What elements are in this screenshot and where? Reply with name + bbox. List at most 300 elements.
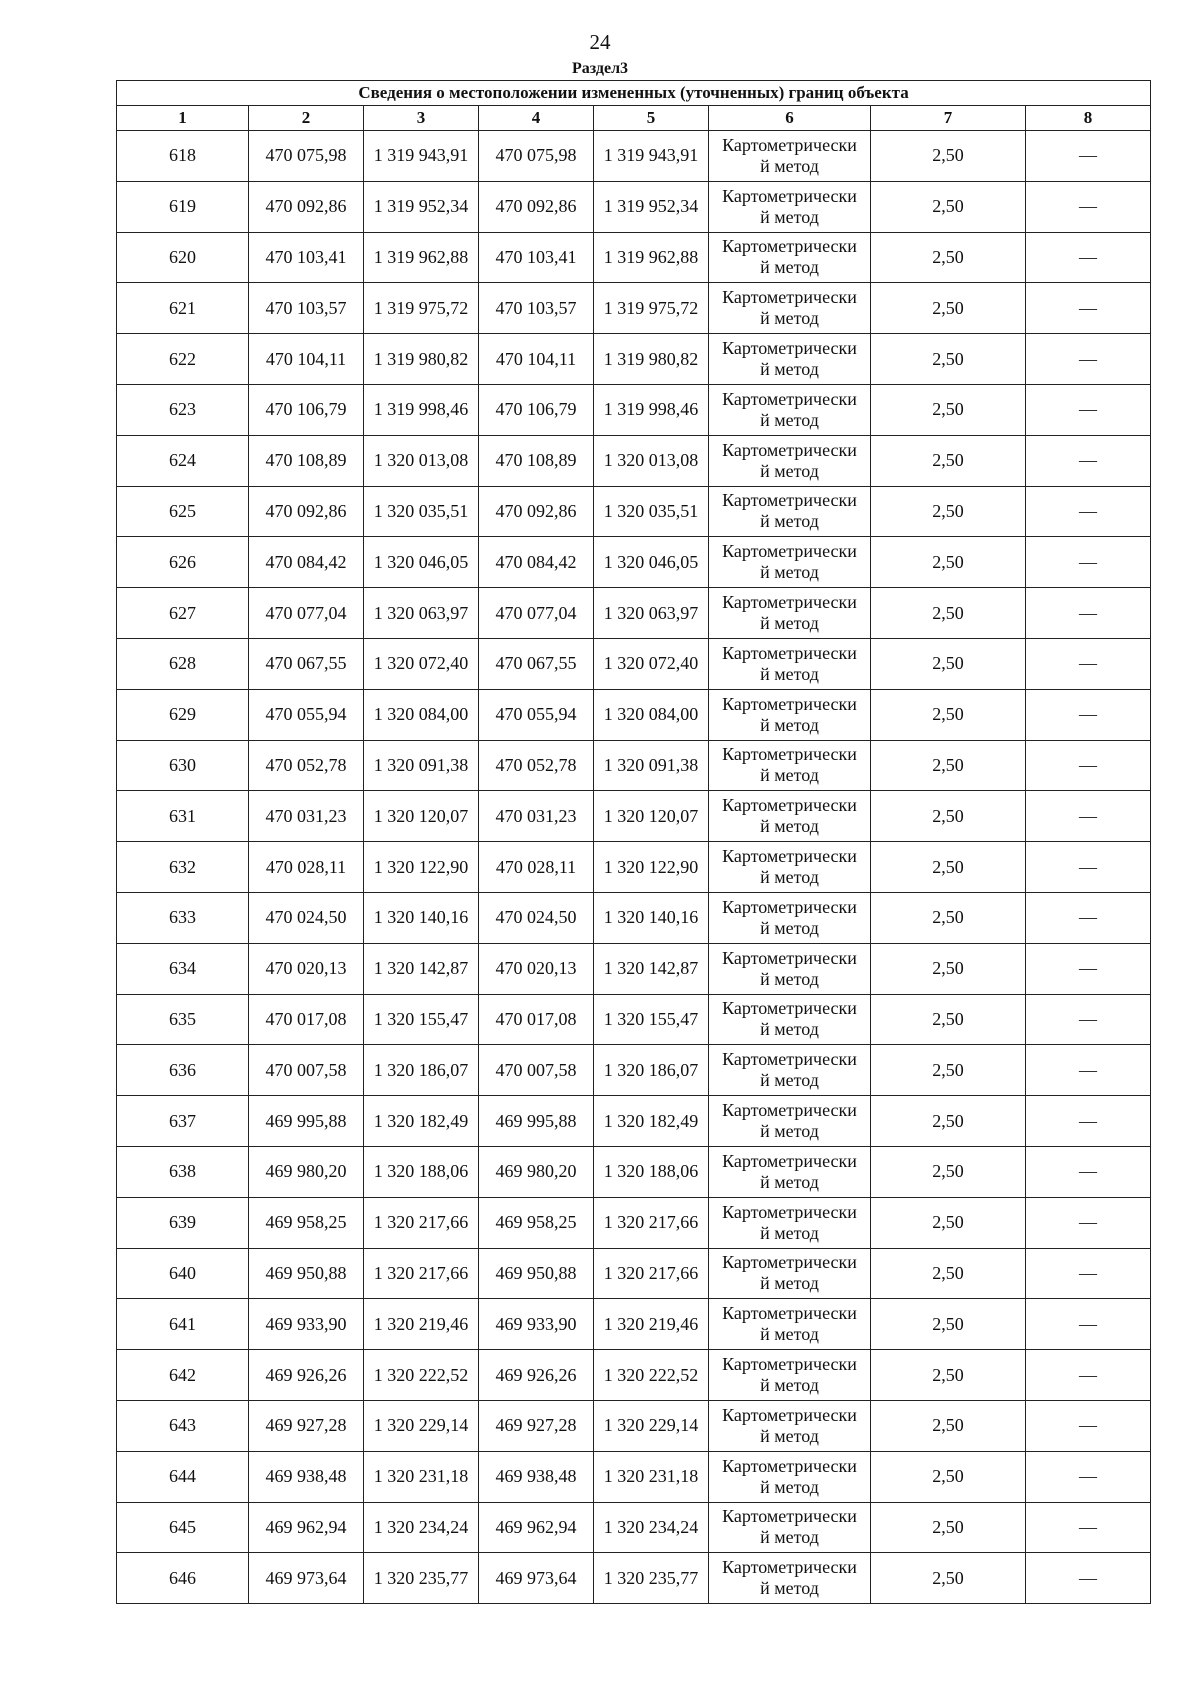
method-text-line: й метод — [760, 714, 819, 735]
method-text-line: й метод — [760, 308, 819, 329]
accuracy-cell: 2,50 — [871, 1299, 1026, 1350]
method-text-line: й метод — [760, 409, 819, 430]
description-cell: — — [1026, 994, 1151, 1045]
accuracy-cell: 2,50 — [871, 1502, 1026, 1553]
method-text-line: й метод — [760, 1070, 819, 1091]
method-cell — [709, 435, 871, 486]
y-new-cell: 1 320 035,51 — [594, 486, 709, 537]
method-text-line: й метод — [760, 867, 819, 888]
method-cell — [709, 1400, 871, 1451]
method-cell — [709, 1350, 871, 1401]
method-cell — [709, 740, 871, 791]
x-new-cell: 470 007,58 — [479, 1045, 594, 1096]
table-row — [117, 1146, 1151, 1197]
x-new-cell: 470 106,79 — [479, 384, 594, 435]
point-number-cell: 631 — [117, 791, 249, 842]
accuracy-cell: 2,50 — [871, 181, 1026, 232]
x-new-cell: 469 927,28 — [479, 1400, 594, 1451]
method-cell — [709, 1197, 871, 1248]
point-number-cell: 636 — [117, 1045, 249, 1096]
y-new-cell: 1 320 217,66 — [594, 1248, 709, 1299]
x-old-cell: 470 104,11 — [249, 334, 364, 385]
method-text-line: Картометрически — [722, 287, 857, 308]
y-old-cell: 1 320 013,08 — [364, 435, 479, 486]
method-text-line: Картометрически — [722, 236, 857, 257]
method-text-line: Картометрически — [722, 490, 857, 511]
method-text-line: Картометрически — [722, 744, 857, 765]
method-cell — [709, 1299, 871, 1350]
x-new-cell: 470 108,89 — [479, 435, 594, 486]
method-text-line: й метод — [760, 1375, 819, 1396]
method-text-line: й метод — [760, 511, 819, 532]
method-text-line: й метод — [760, 1527, 819, 1548]
x-new-cell: 470 075,98 — [479, 131, 594, 182]
method-text-line: Картометрически — [722, 439, 857, 460]
y-old-cell: 1 320 063,97 — [364, 588, 479, 639]
x-old-cell: 469 950,88 — [249, 1248, 364, 1299]
description-cell: — — [1026, 1197, 1151, 1248]
method-text-line: й метод — [760, 1121, 819, 1142]
description-cell: — — [1026, 181, 1151, 232]
description-cell: — — [1026, 131, 1151, 182]
point-number-cell: 642 — [117, 1350, 249, 1401]
method-text-line: й метод — [760, 1476, 819, 1497]
method-text-line: Картометрически — [722, 1354, 857, 1375]
table-row — [117, 1350, 1151, 1401]
description-cell: — — [1026, 537, 1151, 588]
y-old-cell: 1 320 182,49 — [364, 1096, 479, 1147]
method-cell — [709, 943, 871, 994]
method-cell — [709, 181, 871, 232]
x-old-cell: 469 933,90 — [249, 1299, 364, 1350]
accuracy-cell: 2,50 — [871, 1350, 1026, 1401]
method-text-line: й метод — [760, 1222, 819, 1243]
x-new-cell: 470 104,11 — [479, 334, 594, 385]
accuracy-cell: 2,50 — [871, 537, 1026, 588]
x-old-cell: 470 103,41 — [249, 232, 364, 283]
description-cell: — — [1026, 1553, 1151, 1604]
x-new-cell: 470 020,13 — [479, 943, 594, 994]
point-number-cell: 641 — [117, 1299, 249, 1350]
point-number-cell: 637 — [117, 1096, 249, 1147]
accuracy-cell: 2,50 — [871, 283, 1026, 334]
point-number-cell: 629 — [117, 689, 249, 740]
table-row — [117, 1400, 1151, 1451]
method-text-line: Картометрически — [722, 1150, 857, 1171]
method-text-line: Картометрически — [722, 1100, 857, 1121]
x-new-cell: 469 938,48 — [479, 1451, 594, 1502]
description-cell: — — [1026, 1451, 1151, 1502]
y-new-cell: 1 320 231,18 — [594, 1451, 709, 1502]
y-new-cell: 1 320 182,49 — [594, 1096, 709, 1147]
method-text-line: й метод — [760, 257, 819, 278]
x-new-cell: 470 028,11 — [479, 842, 594, 893]
method-cell — [709, 892, 871, 943]
accuracy-cell: 2,50 — [871, 638, 1026, 689]
y-old-cell: 1 320 217,66 — [364, 1248, 479, 1299]
point-number-cell: 624 — [117, 435, 249, 486]
method-text-line: й метод — [760, 613, 819, 634]
x-old-cell: 470 055,94 — [249, 689, 364, 740]
method-text-line: Картометрически — [722, 998, 857, 1019]
accuracy-cell: 2,50 — [871, 435, 1026, 486]
x-old-cell: 470 067,55 — [249, 638, 364, 689]
description-cell: — — [1026, 232, 1151, 283]
description-cell: — — [1026, 1299, 1151, 1350]
method-cell — [709, 384, 871, 435]
method-cell — [709, 689, 871, 740]
point-number-cell: 630 — [117, 740, 249, 791]
x-old-cell: 470 024,50 — [249, 892, 364, 943]
y-old-cell: 1 320 035,51 — [364, 486, 479, 537]
y-new-cell: 1 319 943,91 — [594, 131, 709, 182]
table-row — [117, 232, 1151, 283]
table-row — [117, 740, 1151, 791]
table-row — [117, 842, 1151, 893]
method-text-line: Картометрически — [722, 592, 857, 613]
y-old-cell: 1 320 186,07 — [364, 1045, 479, 1096]
x-new-cell: 469 973,64 — [479, 1553, 594, 1604]
method-text-line: й метод — [760, 562, 819, 583]
method-cell — [709, 1502, 871, 1553]
column-number-1: 1 — [117, 106, 249, 131]
description-cell: — — [1026, 740, 1151, 791]
y-old-cell: 1 320 229,14 — [364, 1400, 479, 1451]
method-text-line: Картометрически — [722, 846, 857, 867]
x-old-cell: 470 077,04 — [249, 588, 364, 639]
method-text-line: Картометрически — [722, 1506, 857, 1527]
y-new-cell: 1 320 063,97 — [594, 588, 709, 639]
y-new-cell: 1 320 222,52 — [594, 1350, 709, 1401]
accuracy-cell: 2,50 — [871, 1096, 1026, 1147]
method-text-line: й метод — [760, 663, 819, 684]
table-row — [117, 181, 1151, 232]
accuracy-cell: 2,50 — [871, 1400, 1026, 1451]
x-new-cell: 469 958,25 — [479, 1197, 594, 1248]
y-new-cell: 1 320 072,40 — [594, 638, 709, 689]
point-number-cell: 639 — [117, 1197, 249, 1248]
table-row — [117, 1248, 1151, 1299]
y-old-cell: 1 320 234,24 — [364, 1502, 479, 1553]
point-number-cell: 638 — [117, 1146, 249, 1197]
y-old-cell: 1 320 140,16 — [364, 892, 479, 943]
point-number-cell: 646 — [117, 1553, 249, 1604]
method-cell — [709, 994, 871, 1045]
x-old-cell: 470 020,13 — [249, 943, 364, 994]
method-text-line: Картометрически — [722, 338, 857, 359]
y-old-cell: 1 320 219,46 — [364, 1299, 479, 1350]
table-row — [117, 1299, 1151, 1350]
method-text-line: й метод — [760, 359, 819, 380]
table-row — [117, 1045, 1151, 1096]
y-new-cell: 1 320 046,05 — [594, 537, 709, 588]
y-new-cell: 1 320 140,16 — [594, 892, 709, 943]
description-cell: — — [1026, 486, 1151, 537]
y-old-cell: 1 320 231,18 — [364, 1451, 479, 1502]
table-row — [117, 435, 1151, 486]
description-cell: — — [1026, 283, 1151, 334]
point-number-cell: 625 — [117, 486, 249, 537]
section-title: Раздел3 — [571, 60, 629, 77]
column-number-5: 5 — [594, 106, 709, 131]
y-new-cell: 1 320 235,77 — [594, 1553, 709, 1604]
y-new-cell: 1 320 142,87 — [594, 943, 709, 994]
accuracy-cell: 2,50 — [871, 1451, 1026, 1502]
x-new-cell: 470 092,86 — [479, 181, 594, 232]
y-old-cell: 1 319 980,82 — [364, 334, 479, 385]
y-old-cell: 1 320 120,07 — [364, 791, 479, 842]
method-text-line: й метод — [760, 206, 819, 227]
y-new-cell: 1 319 962,88 — [594, 232, 709, 283]
x-old-cell: 469 926,26 — [249, 1350, 364, 1401]
description-cell: — — [1026, 1400, 1151, 1451]
description-cell: — — [1026, 1096, 1151, 1147]
accuracy-cell: 2,50 — [871, 1553, 1026, 1604]
method-cell — [709, 1096, 871, 1147]
method-text-line: й метод — [760, 1578, 819, 1599]
x-old-cell: 470 052,78 — [249, 740, 364, 791]
column-number-2: 2 — [249, 106, 364, 131]
method-text-line: Картометрически — [722, 795, 857, 816]
method-text-line: й метод — [760, 1273, 819, 1294]
method-cell — [709, 1146, 871, 1197]
table-row — [117, 1197, 1151, 1248]
method-text-line: й метод — [760, 1425, 819, 1446]
x-new-cell: 470 031,23 — [479, 791, 594, 842]
accuracy-cell: 2,50 — [871, 842, 1026, 893]
y-new-cell: 1 320 234,24 — [594, 1502, 709, 1553]
table-row — [117, 1502, 1151, 1553]
x-new-cell: 469 980,20 — [479, 1146, 594, 1197]
description-cell: — — [1026, 384, 1151, 435]
method-cell — [709, 486, 871, 537]
method-text-line: Картометрически — [722, 388, 857, 409]
accuracy-cell: 2,50 — [871, 791, 1026, 842]
description-cell: — — [1026, 435, 1151, 486]
column-number-6: 6 — [709, 106, 871, 131]
accuracy-cell: 2,50 — [871, 1045, 1026, 1096]
table-row — [117, 537, 1151, 588]
table-row — [117, 1451, 1151, 1502]
y-old-cell: 1 320 122,90 — [364, 842, 479, 893]
y-old-cell: 1 320 072,40 — [364, 638, 479, 689]
point-number-cell: 633 — [117, 892, 249, 943]
point-number-cell: 619 — [117, 181, 249, 232]
x-new-cell: 469 995,88 — [479, 1096, 594, 1147]
point-number-cell: 644 — [117, 1451, 249, 1502]
method-text-line: Картометрически — [722, 1303, 857, 1324]
table-caption: Сведения о местоположении измененных (уточненных) границ объекта — [117, 81, 1151, 106]
method-text-line: Картометрически — [722, 693, 857, 714]
x-new-cell: 470 055,94 — [479, 689, 594, 740]
x-new-cell: 470 103,41 — [479, 232, 594, 283]
table-row — [117, 1096, 1151, 1147]
table-row — [117, 384, 1151, 435]
y-new-cell: 1 319 998,46 — [594, 384, 709, 435]
point-number-cell: 640 — [117, 1248, 249, 1299]
column-number-3: 3 — [364, 106, 479, 131]
description-cell: — — [1026, 689, 1151, 740]
x-old-cell: 469 938,48 — [249, 1451, 364, 1502]
y-old-cell: 1 320 091,38 — [364, 740, 479, 791]
accuracy-cell: 2,50 — [871, 689, 1026, 740]
method-cell — [709, 791, 871, 842]
method-cell — [709, 131, 871, 182]
method-text-line: Картометрически — [722, 134, 857, 155]
description-cell: — — [1026, 334, 1151, 385]
method-text-line: й метод — [760, 816, 819, 837]
x-new-cell: 470 067,55 — [479, 638, 594, 689]
point-number-cell: 627 — [117, 588, 249, 639]
description-cell: — — [1026, 892, 1151, 943]
point-number-cell: 632 — [117, 842, 249, 893]
accuracy-cell: 2,50 — [871, 486, 1026, 537]
table-row — [117, 588, 1151, 639]
description-cell: — — [1026, 1248, 1151, 1299]
table-row — [117, 994, 1151, 1045]
point-number-cell: 643 — [117, 1400, 249, 1451]
y-old-cell: 1 319 952,34 — [364, 181, 479, 232]
y-old-cell: 1 320 235,77 — [364, 1553, 479, 1604]
x-old-cell: 470 092,86 — [249, 486, 364, 537]
method-text-line: й метод — [760, 968, 819, 989]
x-old-cell: 470 031,23 — [249, 791, 364, 842]
y-old-cell: 1 320 155,47 — [364, 994, 479, 1045]
y-new-cell: 1 319 980,82 — [594, 334, 709, 385]
x-old-cell: 469 973,64 — [249, 1553, 364, 1604]
point-number-cell: 618 — [117, 131, 249, 182]
point-number-cell: 622 — [117, 334, 249, 385]
column-number-7: 7 — [871, 106, 1026, 131]
table-row — [117, 638, 1151, 689]
y-new-cell: 1 320 188,06 — [594, 1146, 709, 1197]
method-text-line: Картометрически — [722, 541, 857, 562]
description-cell: — — [1026, 1350, 1151, 1401]
x-old-cell: 469 995,88 — [249, 1096, 364, 1147]
accuracy-cell: 2,50 — [871, 994, 1026, 1045]
description-cell: — — [1026, 1146, 1151, 1197]
description-cell: — — [1026, 842, 1151, 893]
x-old-cell: 470 028,11 — [249, 842, 364, 893]
y-new-cell: 1 320 219,46 — [594, 1299, 709, 1350]
accuracy-cell: 2,50 — [871, 588, 1026, 639]
page-number: 24 — [589, 30, 611, 54]
table-row — [117, 943, 1151, 994]
x-old-cell: 470 108,89 — [249, 435, 364, 486]
y-new-cell: 1 320 091,38 — [594, 740, 709, 791]
y-old-cell: 1 320 084,00 — [364, 689, 479, 740]
method-cell — [709, 1248, 871, 1299]
coordinates-table — [116, 80, 1151, 1604]
method-text-line: Картометрически — [722, 1201, 857, 1222]
column-number-row — [117, 106, 1151, 131]
accuracy-cell: 2,50 — [871, 334, 1026, 385]
method-cell — [709, 334, 871, 385]
method-cell — [709, 1045, 871, 1096]
method-text-line: й метод — [760, 460, 819, 481]
y-old-cell: 1 320 188,06 — [364, 1146, 479, 1197]
y-new-cell: 1 320 229,14 — [594, 1400, 709, 1451]
x-new-cell: 470 084,42 — [479, 537, 594, 588]
method-cell — [709, 842, 871, 893]
x-new-cell: 470 052,78 — [479, 740, 594, 791]
accuracy-cell: 2,50 — [871, 892, 1026, 943]
y-old-cell: 1 320 217,66 — [364, 1197, 479, 1248]
point-number-cell: 645 — [117, 1502, 249, 1553]
x-new-cell: 469 950,88 — [479, 1248, 594, 1299]
x-old-cell: 470 092,86 — [249, 181, 364, 232]
description-cell: — — [1026, 588, 1151, 639]
x-old-cell: 469 958,25 — [249, 1197, 364, 1248]
y-old-cell: 1 320 046,05 — [364, 537, 479, 588]
method-text-line: Картометрически — [722, 1557, 857, 1578]
x-old-cell: 470 106,79 — [249, 384, 364, 435]
x-new-cell: 470 024,50 — [479, 892, 594, 943]
y-new-cell: 1 320 084,00 — [594, 689, 709, 740]
x-new-cell: 470 103,57 — [479, 283, 594, 334]
method-text-line: Картометрически — [722, 1252, 857, 1273]
y-new-cell: 1 320 013,08 — [594, 435, 709, 486]
method-text-line: Картометрически — [722, 1404, 857, 1425]
method-text-line: Картометрически — [722, 185, 857, 206]
y-old-cell: 1 320 222,52 — [364, 1350, 479, 1401]
method-cell — [709, 283, 871, 334]
point-number-cell: 635 — [117, 994, 249, 1045]
accuracy-cell: 2,50 — [871, 131, 1026, 182]
method-cell — [709, 232, 871, 283]
method-text-line: й метод — [760, 765, 819, 786]
description-cell: — — [1026, 943, 1151, 994]
method-text-line: Картометрически — [722, 896, 857, 917]
x-new-cell: 470 017,08 — [479, 994, 594, 1045]
table-row — [117, 334, 1151, 385]
description-cell: — — [1026, 791, 1151, 842]
method-text-line: й метод — [760, 1019, 819, 1040]
accuracy-cell: 2,50 — [871, 1248, 1026, 1299]
table-row — [117, 689, 1151, 740]
method-cell — [709, 638, 871, 689]
y-old-cell: 1 319 962,88 — [364, 232, 479, 283]
point-number-cell: 621 — [117, 283, 249, 334]
method-cell — [709, 1553, 871, 1604]
method-text-line: Картометрически — [722, 642, 857, 663]
method-text-line: Картометрически — [722, 1049, 857, 1070]
point-number-cell: 623 — [117, 384, 249, 435]
method-text-line: й метод — [760, 155, 819, 176]
x-new-cell: 470 092,86 — [479, 486, 594, 537]
point-number-cell: 634 — [117, 943, 249, 994]
table-row — [117, 283, 1151, 334]
y-new-cell: 1 320 120,07 — [594, 791, 709, 842]
y-new-cell: 1 319 975,72 — [594, 283, 709, 334]
x-old-cell: 470 103,57 — [249, 283, 364, 334]
y-old-cell: 1 319 998,46 — [364, 384, 479, 435]
x-new-cell: 469 962,94 — [479, 1502, 594, 1553]
accuracy-cell: 2,50 — [871, 1197, 1026, 1248]
y-new-cell: 1 320 122,90 — [594, 842, 709, 893]
method-text-line: й метод — [760, 1171, 819, 1192]
method-text-line: й метод — [760, 917, 819, 938]
y-new-cell: 1 320 155,47 — [594, 994, 709, 1045]
x-old-cell: 470 017,08 — [249, 994, 364, 1045]
y-old-cell: 1 319 975,72 — [364, 283, 479, 334]
x-old-cell: 469 962,94 — [249, 1502, 364, 1553]
method-text-line: Картометрически — [722, 947, 857, 968]
x-old-cell: 470 007,58 — [249, 1045, 364, 1096]
y-new-cell: 1 319 952,34 — [594, 181, 709, 232]
method-cell — [709, 1451, 871, 1502]
description-cell: — — [1026, 1502, 1151, 1553]
